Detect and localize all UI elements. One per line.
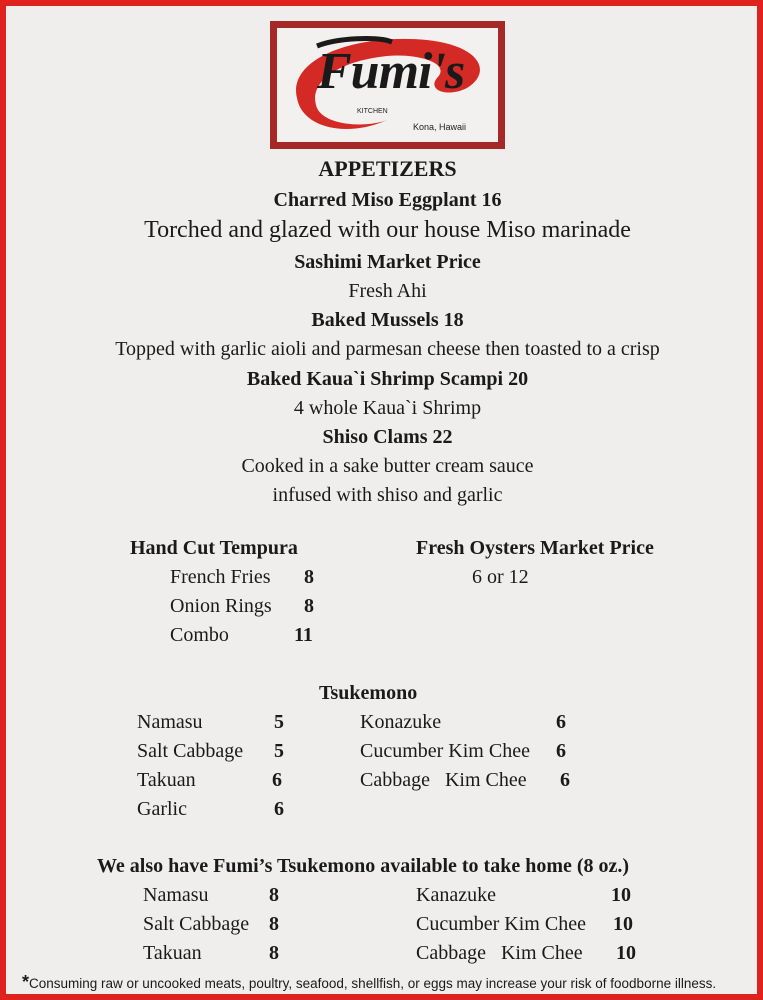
appetizer-name: Sashimi Market Price xyxy=(294,251,481,273)
tsukemono-item-price: 6 xyxy=(560,769,570,791)
tsukemono-item-price: 6 xyxy=(556,711,566,733)
food-safety-disclaimer xyxy=(22,972,716,993)
takehome-item-price: 10 xyxy=(616,942,636,964)
appetizer-desc: Torched and glazed with our house Miso marinade xyxy=(144,217,631,243)
logo-name: Fumi's xyxy=(317,43,465,100)
takehome-item-price: 10 xyxy=(613,913,633,935)
tempura-item-name: French Fries xyxy=(170,566,271,588)
logo-location: Kona, Hawaii xyxy=(413,122,467,132)
tempura-item-price: 8 xyxy=(304,595,314,617)
tsukemono-item-price: 5 xyxy=(274,711,284,733)
tsukemono-item-name: Salt Cabbage xyxy=(137,740,244,762)
appetizer-desc: Cooked in a sake butter cream sauce xyxy=(241,455,534,477)
oysters-desc: 6 or 12 xyxy=(472,566,529,588)
appetizer-desc: 4 whole Kaua`i Shrimp xyxy=(293,397,482,419)
oysters-heading: Fresh Oysters Market Price xyxy=(416,537,654,559)
tempura-heading: Hand Cut Tempura xyxy=(130,537,298,559)
tempura-item-price: 8 xyxy=(304,566,314,588)
takehome-item-price: 8 xyxy=(269,942,279,964)
tsukemono-item-price: 5 xyxy=(274,740,284,762)
takehome-item-price: 10 xyxy=(611,884,631,906)
appetizer-desc: Topped with garlic aioli and parmesan cheese then toasted to a crisp xyxy=(115,338,660,360)
takehome-heading: We also have Fumi’s Tsukemono available to take home (8 oz.) xyxy=(97,855,630,877)
tempura-item-name: Combo xyxy=(170,624,229,646)
takehome-item-price: 8 xyxy=(269,884,279,906)
tsukemono-item-name: Namasu xyxy=(137,711,203,733)
tempura-item-name: Onion Rings xyxy=(170,595,272,617)
appetizer-name: Shiso Clams 22 xyxy=(322,426,453,448)
tempura-item-price: 11 xyxy=(294,624,313,646)
takehome-item-price: 8 xyxy=(269,913,279,935)
disclaimer-text: Consuming raw or uncooked meats, poultry, seafood, shellfish, or eggs may increase your risk of foodborne illness. xyxy=(29,976,717,991)
appetizer-name: Baked Kaua`i Shrimp Scampi 20 xyxy=(246,368,529,390)
appetizers-heading: APPETIZERS xyxy=(318,156,457,181)
appetizer-name: Baked Mussels 18 xyxy=(311,309,464,331)
tsukemono-item-price: 6 xyxy=(274,798,284,820)
tsukemono-item-price: 6 xyxy=(556,740,566,762)
appetizer-desc: Fresh Ahi xyxy=(348,280,427,302)
appetizer-name: Charred Miso Eggplant 16 xyxy=(273,189,502,211)
takehome-item-name: Salt Cabbage xyxy=(143,913,250,935)
takehome-item-name: Takuan xyxy=(143,942,202,964)
tsukemono-item-name: Konazuke xyxy=(360,711,442,733)
restaurant-logo xyxy=(270,21,505,149)
disclaimer-asterisk: * xyxy=(22,972,30,992)
tsukemono-heading: Tsukemono xyxy=(319,682,418,704)
tsukemono-item-price: 6 xyxy=(272,769,282,791)
takehome-item-name: Kanazuke xyxy=(416,884,496,906)
takehome-item-name: Cabbage Kim Chee xyxy=(416,942,583,964)
appetizer-desc: infused with shiso and garlic xyxy=(272,484,503,506)
takehome-item-name: Namasu xyxy=(143,884,209,906)
takehome-item-name: Cucumber Kim Chee xyxy=(416,913,586,935)
logo-kitchen: KITCHEN xyxy=(357,108,388,115)
tsukemono-item-name: Takuan xyxy=(137,769,196,791)
tsukemono-item-name: Garlic xyxy=(137,798,187,820)
tsukemono-item-name: Cabbage Kim Chee xyxy=(360,769,527,791)
tsukemono-item-name: Cucumber Kim Chee xyxy=(360,740,530,762)
